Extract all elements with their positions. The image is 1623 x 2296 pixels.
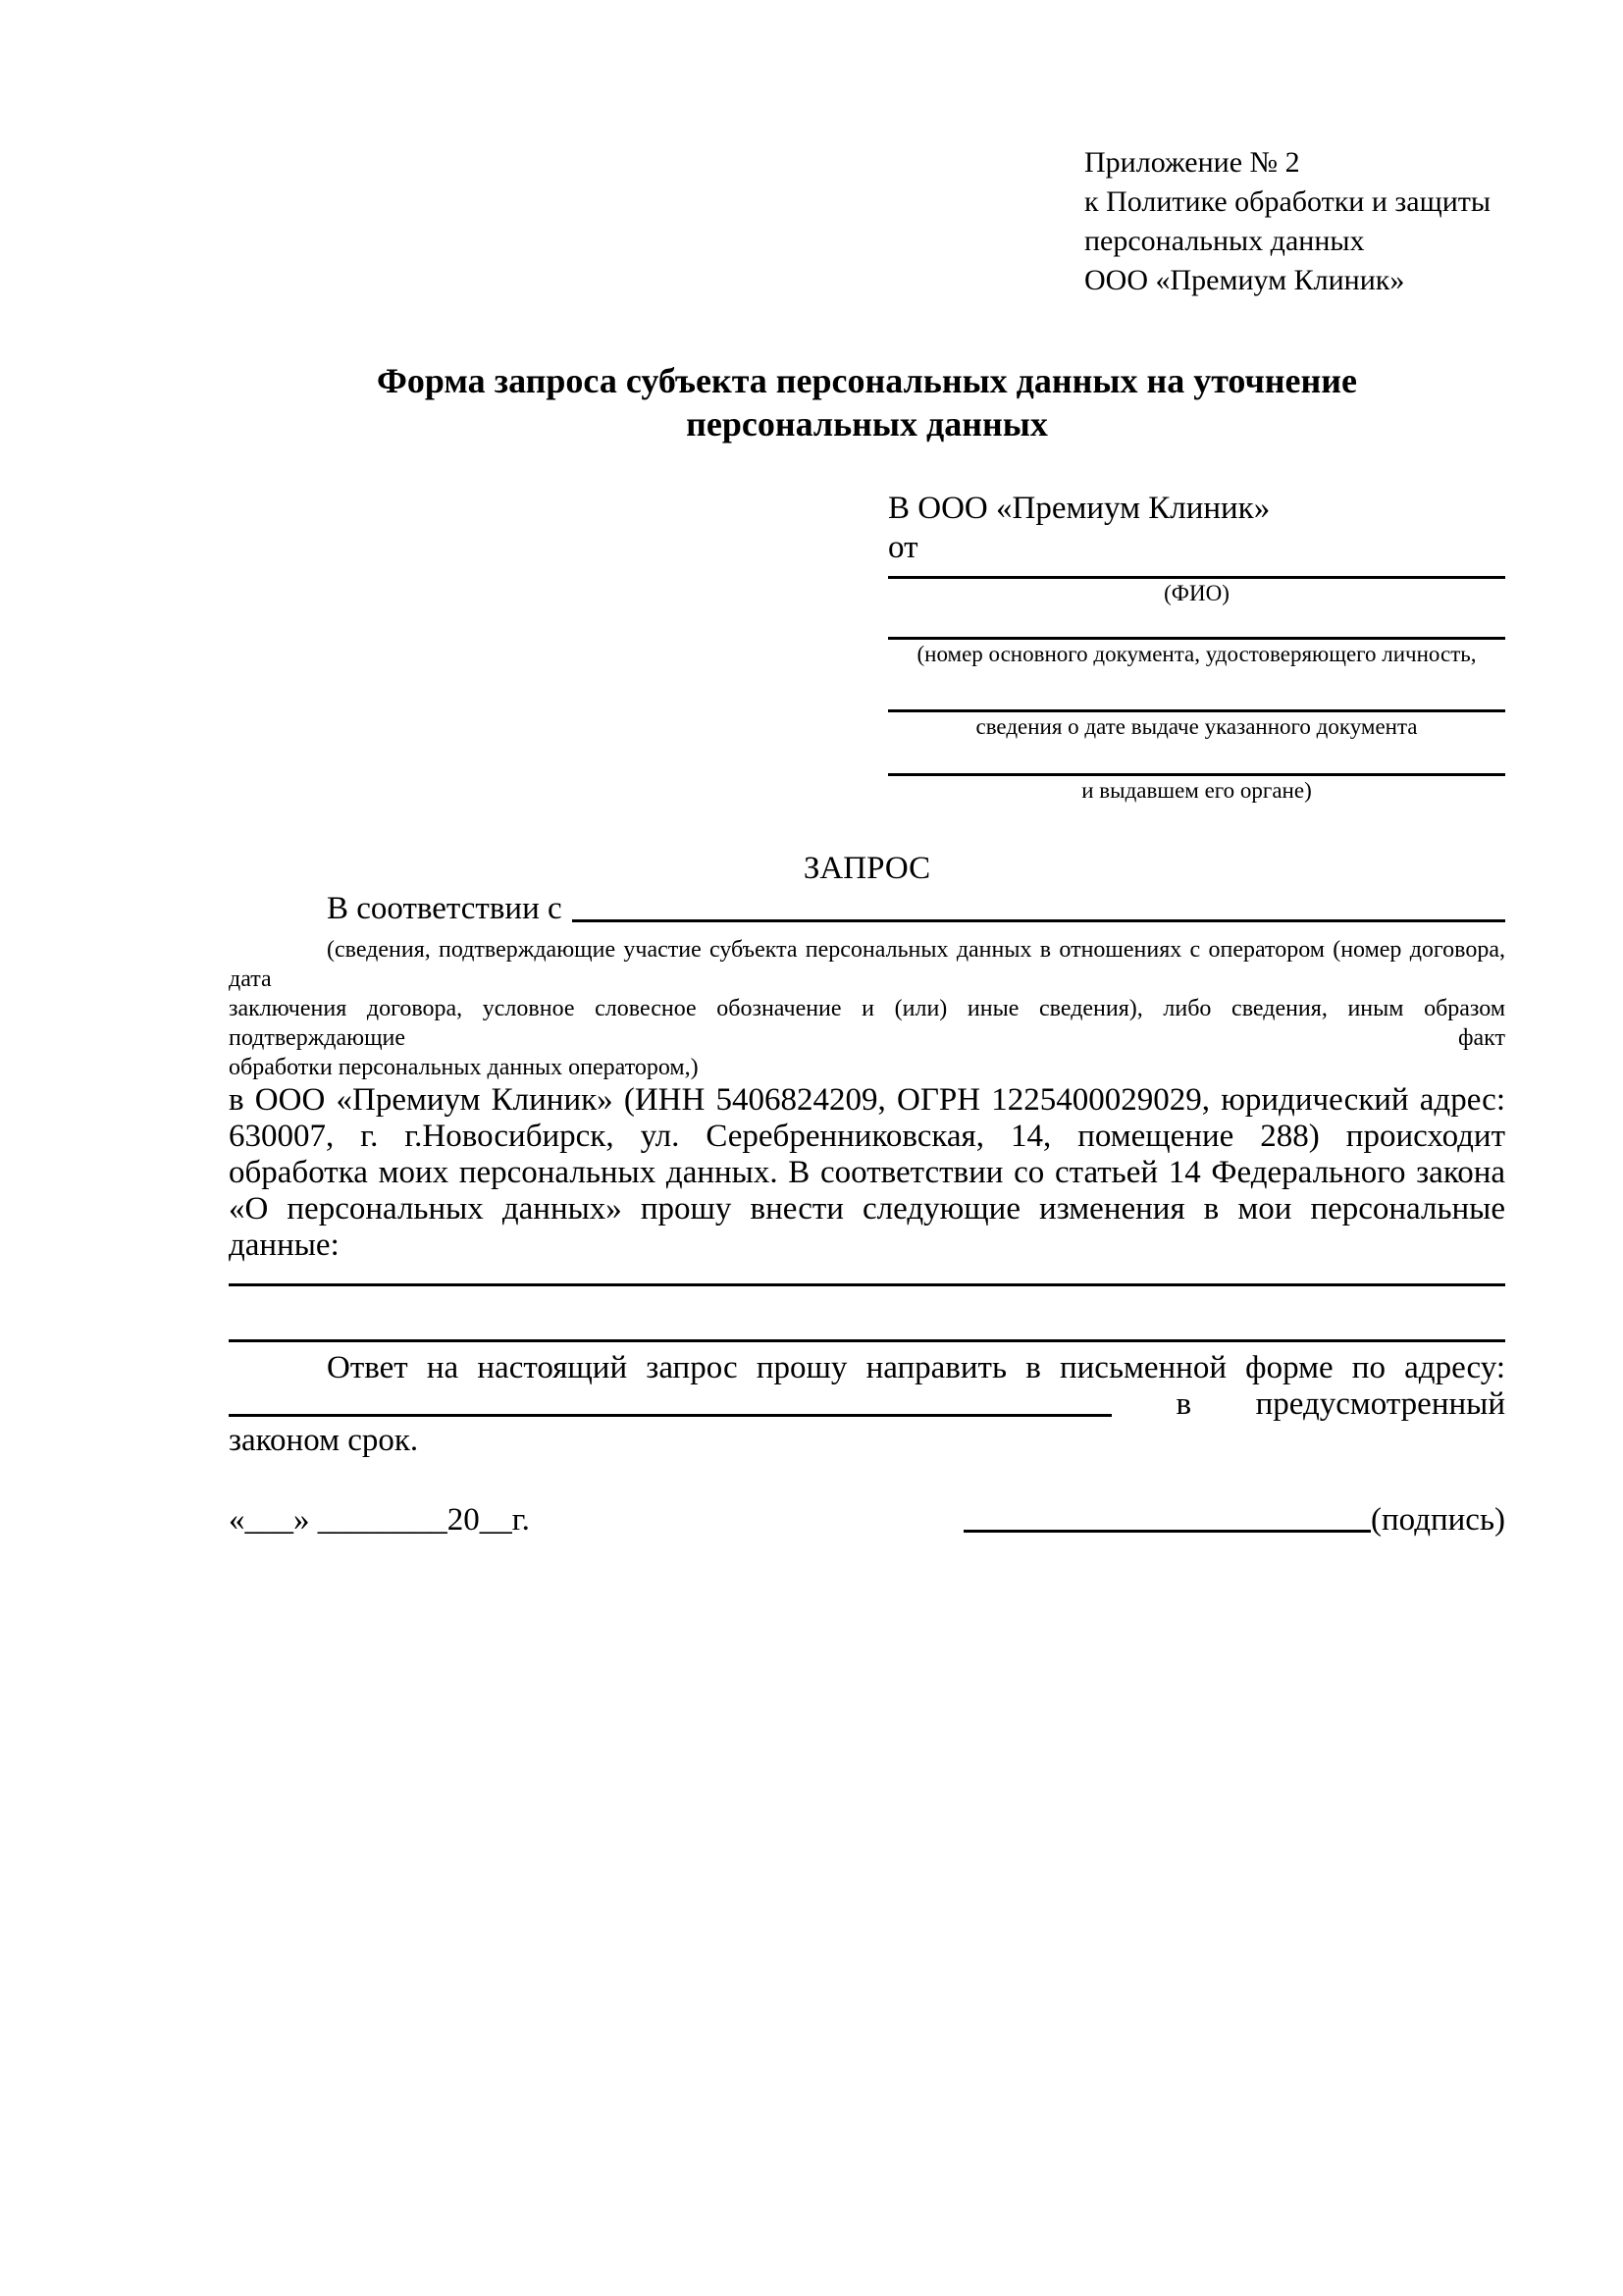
basis-row bbox=[229, 890, 1505, 927]
document-number-field bbox=[888, 608, 1505, 669]
page-title-line: Форма запроса субъекта персональных данных на уточнение bbox=[377, 361, 1357, 400]
basis-label: В соответствии с bbox=[327, 891, 562, 926]
fio-field-line bbox=[888, 567, 1505, 579]
issuing-authority-field-caption: и выдавшем его органе) bbox=[1081, 778, 1312, 803]
basis-note-line: обработки персональных данных оператором,) bbox=[229, 1055, 699, 1080]
request-body-line: данные: bbox=[229, 1227, 340, 1263]
reply-paragraph bbox=[229, 1350, 1505, 1459]
changes-field-line-2 bbox=[229, 1286, 1505, 1342]
request-body bbox=[229, 1082, 1505, 1264]
issue-date-field-line bbox=[888, 669, 1505, 712]
appendix-header-line: ООО «Премиум Клиник» bbox=[1084, 264, 1405, 296]
reply-line: Ответ на настоящий запрос прошу направить в письменной форме по адресу: bbox=[327, 1350, 1505, 1385]
fio-field bbox=[888, 567, 1505, 608]
request-body-line: обработка моих персональных данных. В соответствии со статьей 14 Федерального закона bbox=[229, 1155, 1505, 1190]
issue-date-field bbox=[888, 669, 1505, 742]
signature-field bbox=[964, 1500, 1505, 1539]
signature-caption: (подпись) bbox=[1371, 1502, 1505, 1538]
reply-line: законом срок. bbox=[229, 1423, 419, 1458]
appendix-header-line: к Политике обработки и защиты bbox=[1084, 185, 1492, 218]
addressee-from: от bbox=[888, 530, 918, 565]
document-number-field-caption: (номер основного документа, удостоверяющего личность, bbox=[916, 642, 1477, 666]
appendix-header bbox=[1084, 0, 1505, 300]
basis-note-line: (сведения, подтверждающие участие субъекта персональных данных в отношениях с оператором (номер договора, дата bbox=[229, 937, 1505, 992]
reply-word: в bbox=[1176, 1386, 1192, 1422]
page-title bbox=[229, 359, 1505, 445]
addressee-block bbox=[888, 489, 1505, 806]
page-title-line: персональных данных bbox=[686, 404, 1048, 444]
request-body-line: «О персональных данных» прошу внести следующие изменения в мои персональные bbox=[229, 1191, 1505, 1226]
date-signature-row bbox=[229, 1500, 1505, 1539]
reply-address-row bbox=[229, 1386, 1505, 1423]
request-body-line: 630007, г. г.Новосибирск, ул. Серебренниковская, 14, помещение 288) происходит bbox=[229, 1119, 1505, 1154]
issue-date-field-caption: сведения о дате выдаче указанного документа bbox=[975, 714, 1418, 739]
document-content bbox=[229, 0, 1505, 1539]
issuing-authority-field bbox=[888, 742, 1505, 806]
basis-field-line bbox=[572, 919, 1505, 922]
address-field-line bbox=[229, 1414, 1112, 1417]
appendix-header-line: Приложение № 2 bbox=[1084, 146, 1300, 179]
addressee-to: В ООО «Премиум Клиник» bbox=[888, 491, 1271, 526]
signature-line bbox=[964, 1530, 1371, 1533]
basis-note bbox=[229, 935, 1505, 1082]
request-body-line: в ООО «Премиум Клиник» (ИНН 5406824209, ОГРН 1225400029029, юридический адрес: bbox=[229, 1082, 1505, 1118]
date-field: «___» ________20__г. bbox=[229, 1502, 530, 1538]
request-heading: ЗАПРОС bbox=[803, 851, 931, 886]
document-number-field-line bbox=[888, 608, 1505, 640]
issuing-authority-field-line bbox=[888, 742, 1505, 776]
fio-field-caption: (ФИО) bbox=[1164, 581, 1230, 605]
changes-field-line-1 bbox=[229, 1264, 1505, 1286]
appendix-header-line: персональных данных bbox=[1084, 225, 1365, 257]
basis-note-line: заключения договора, условное словесное обозначение и (или) иные сведения), либо сведения, иным образом подтверждающие факт bbox=[229, 996, 1505, 1051]
reply-word: предусмотренный bbox=[1255, 1386, 1505, 1422]
